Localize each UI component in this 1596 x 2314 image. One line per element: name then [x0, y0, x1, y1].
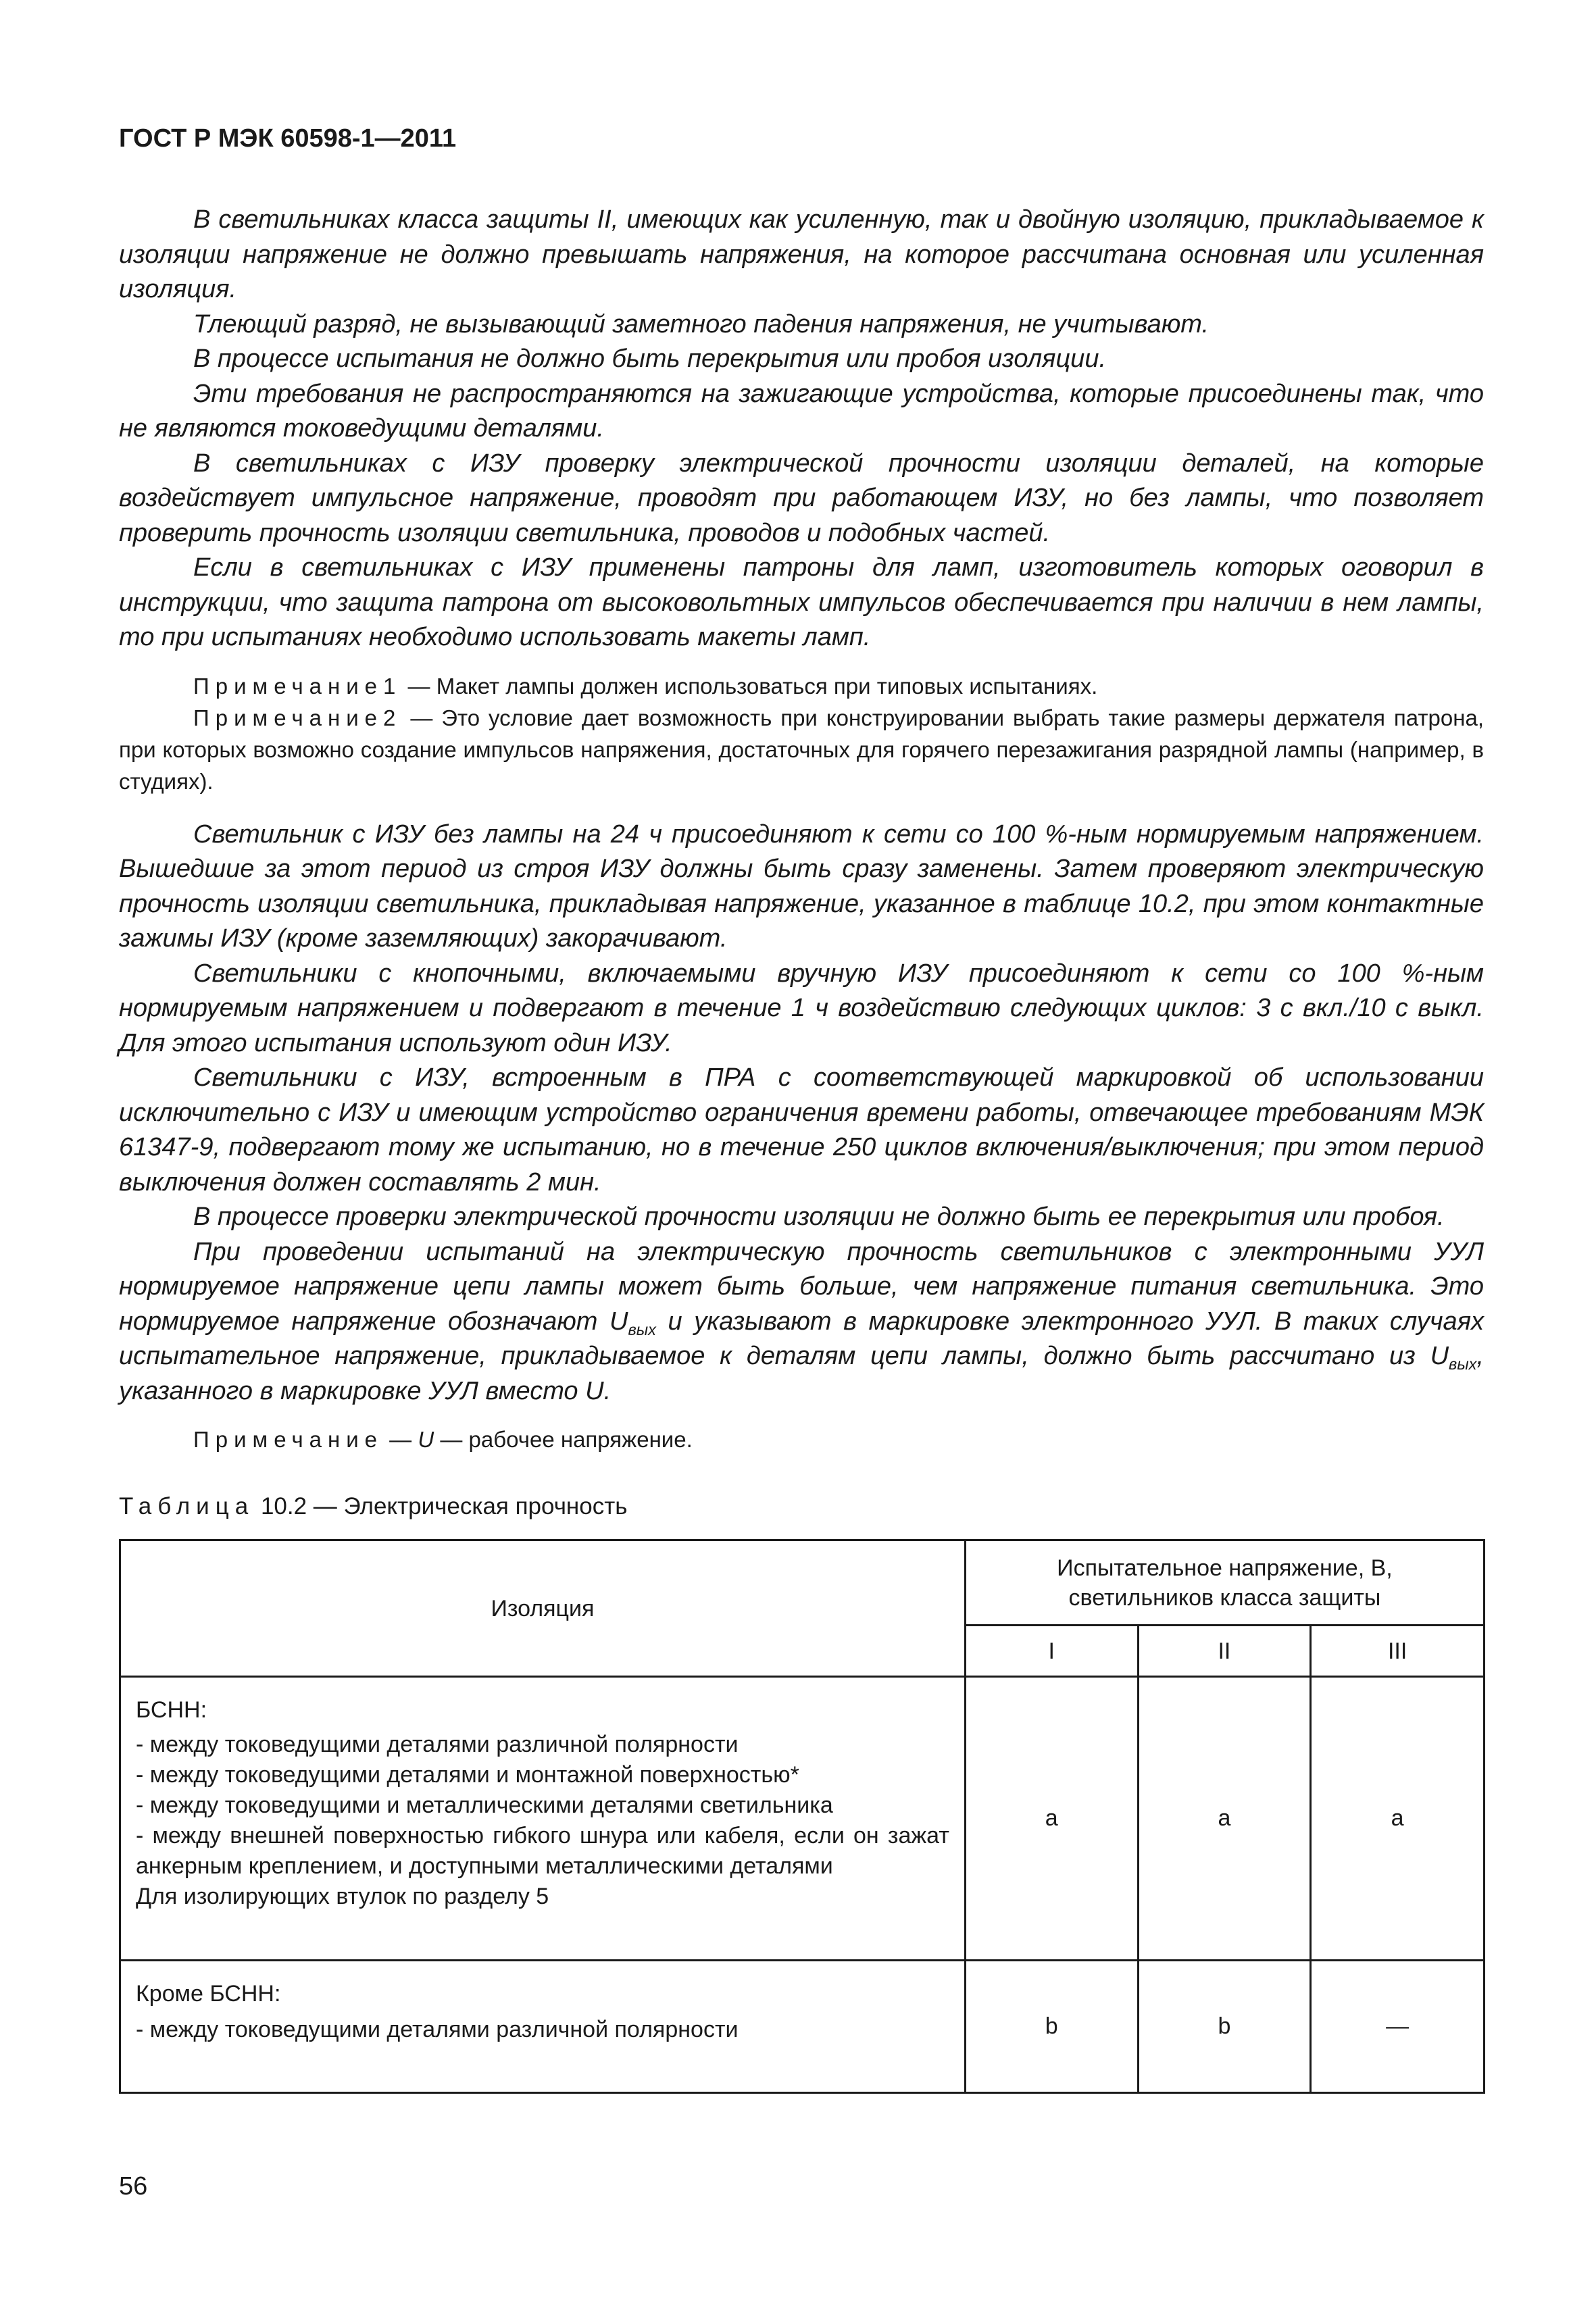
- column-header-voltage: Испытательное напряжение, В, светильников класса защиты: [965, 1540, 1484, 1626]
- table-cell: a: [1311, 1677, 1485, 1961]
- table-caption: Таблица 10.2 — Электрическая прочность: [119, 1493, 628, 1519]
- row-label: Кроме БСНН: - между токоведущими деталями различной полярности: [120, 1961, 966, 2093]
- note: Примечание — U — рабочее напряжение.: [193, 1427, 693, 1452]
- table-cell: b: [965, 1961, 1138, 2093]
- paragraph: Светильник с ИЗУ без лампы на 24 ч присоединяют к сети со 100 %-ным нормируемым напряжением. Вышедшие за этот период из строя ИЗУ должны быть сразу заменены. Затем проверяют электрическую прочность изоляции светильника, прикладывая напряжение, указанное в таблице 10.2, при этом контактные зажимы ИЗУ (кроме заземляющих) закорачивают.: [119, 820, 1484, 953]
- paragraph: В светильниках с ИЗУ проверку электрической прочности изоляции деталей, на которые воздействует импульсное напряжение, проводят при работающем ИЗУ, но без лампы, что позволяет проверить прочность изоляции светильника, проводов и подобных частей.: [119, 449, 1484, 547]
- column-header-class-1: I: [965, 1626, 1138, 1677]
- paragraph: В процессе проверки электрической прочности изоляции не должно быть ее перекрытия или пробоя.: [193, 1203, 1445, 1231]
- column-header-class-3: III: [1311, 1626, 1485, 1677]
- paragraph: В процессе испытания не должно быть перекрытия или пробоя изоляции.: [193, 345, 1107, 373]
- table-cell: a: [1138, 1677, 1311, 1961]
- note: [119, 702, 1484, 797]
- note-label: Примечание: [193, 1427, 384, 1452]
- paragraph: Светильники с ИЗУ, встроенным в ПРА с соответствующей маркировкой об использовании исключительно с ИЗУ и имеющим устройство ограничения времени работы, отвечающее требованиям МЭК 61347-9, подвергают тому же испытанию, но в течение 250 циклов включения/выключения; при этом период выключения должен составлять 2 мин.: [119, 1063, 1484, 1197]
- table-cell: a: [965, 1677, 1138, 1961]
- body-text: [119, 203, 1484, 1455]
- row-label: БСНН: - между токоведущими деталями различной полярности - между токоведущими деталями и монтажной поверхностью* - между токоведущими и металлическими деталями светильника - между внешней поверхностью гибкого шнура или кабеля, если он зажат анкерным креплением, и доступными металлическими деталями Для изолирующих втулок по разделу 5: [120, 1677, 966, 1961]
- table-cell: —: [1311, 1961, 1485, 2093]
- note: [119, 670, 1484, 702]
- paragraph: Тлеющий разряд, не вызывающий заметного падения напряжения, не учитывают.: [193, 309, 1210, 338]
- paragraph: Эти требования не распространяются на зажигающие устройства, которые присоединены так, что не являются токоведущими деталями.: [119, 379, 1484, 443]
- column-header-insulation: Изоляция: [120, 1540, 966, 1677]
- note-text: — Макет лампы должен использоваться при типовых испытаниях.: [407, 673, 1098, 699]
- table-cell: b: [1138, 1961, 1311, 2093]
- table-row: [120, 1677, 1485, 1961]
- dielectric-strength-table: [119, 1539, 1485, 2094]
- page-number: 56: [119, 2172, 148, 2200]
- paragraph: Светильники с кнопочными, включаемыми вручную ИЗУ присоединяют к сети со 100 %-ным нормируемым напряжением и подвергают в течение 1 ч воздействию следующих циклов: 3 с вкл./10 с выкл. Для этого испытания используют один ИЗУ.: [119, 959, 1484, 1057]
- document-code: ГОСТ Р МЭК 60598-1—2011: [119, 124, 457, 153]
- table-row: [120, 1961, 1485, 2093]
- note-label: Примечание2: [193, 705, 402, 730]
- note-text: — Это условие дает возможность при конструировании выбрать такие размеры держателя патрона, при которых возможно создание импульсов напряжения, достаточных для горячего перезажигания разрядной лампы (например, в студиях).: [119, 705, 1484, 794]
- column-header-class-2: II: [1138, 1626, 1311, 1677]
- paragraph-ecg: При проведении испытаний на электрическую прочность светильников с электронными УУЛ нормируемое напряжение цепи лампы может быть больше, чем напряжение питания светильника. Это нормируемое напряжение обозначают $U_{вых}$ и указывают в маркировке электронного УУЛ. В таких случаях испытательное напряжение, прикладываемое к деталям цепи лампы, должно быть рассчитано из $U_{вых}$, указанного в маркировке УУЛ вместо U.: [119, 1237, 1484, 1405]
- note-label: Примечание1: [193, 673, 402, 699]
- paragraph: В светильниках класса защиты II, имеющих как усиленную, так и двойную изоляцию, прикладываемое к изоляции напряжение не должно превышать напряжения, на которое рассчитана основная или усиленная изоляция.: [119, 205, 1484, 303]
- paragraph: Если в светильниках с ИЗУ применены патроны для ламп, изготовитель которых оговорил в инструкции, что защита патрона от высоковольтных импульсов обеспечивается при наличии в нем лампы, то при испытаниях необходимо использовать макеты ламп.: [119, 553, 1484, 651]
